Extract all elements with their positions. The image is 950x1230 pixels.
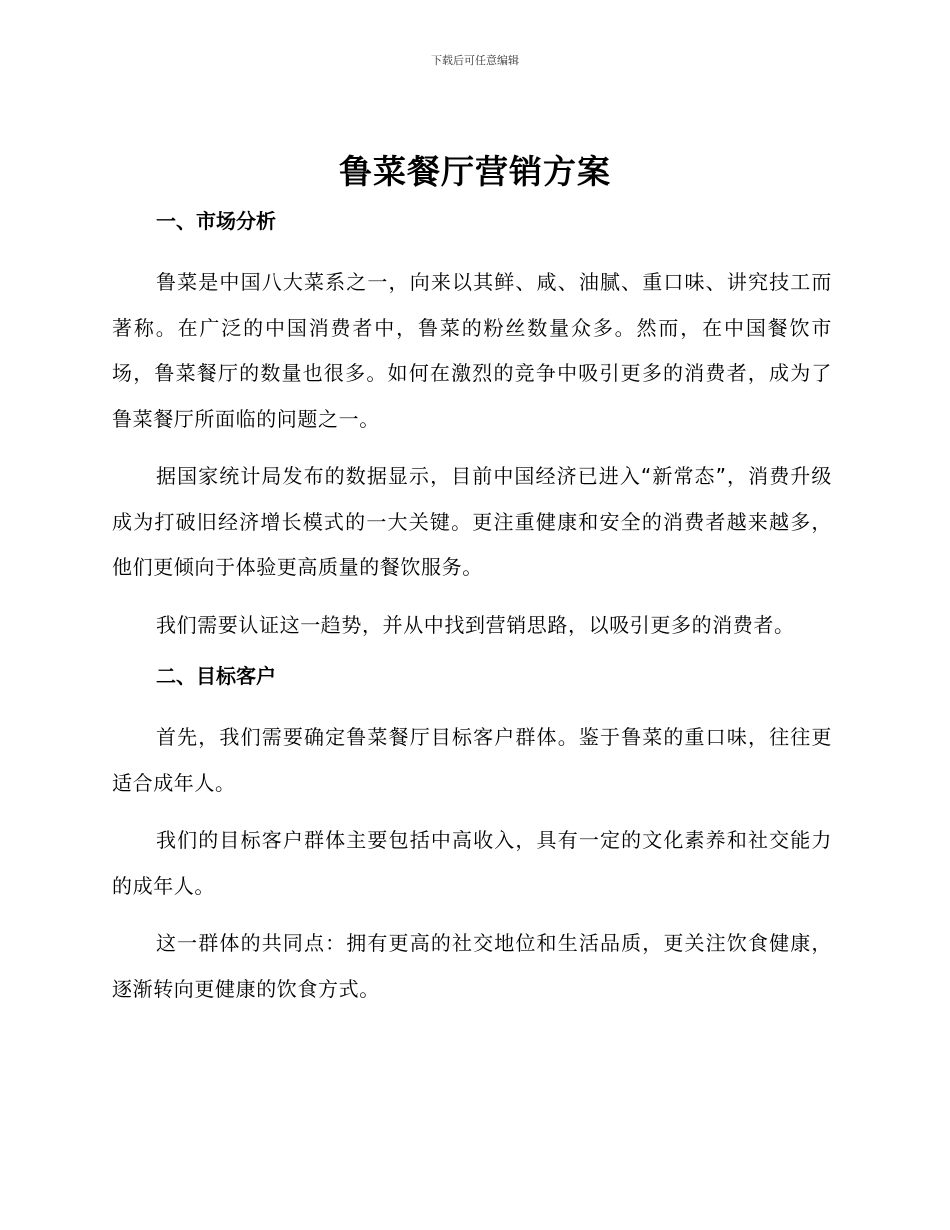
paragraph: 首先，我们需要确定鲁菜餐厅目标客户群体。鉴于鲁菜的重口味，往往更适合成年人。 (112, 725, 832, 795)
paragraph: 据国家统计局发布的数据显示，目前中国经济已进入“新常态”，消费升级成为打破旧经济增长模式的一大关键。更注重健康和安全的消费者越来越多，他们更倾向于体验更高质量的餐饮服务。 (112, 464, 832, 579)
section-heading-market-analysis: 一、市场分析 (156, 209, 276, 233)
document-title: 鲁菜餐厅营销方案 (339, 152, 611, 191)
paragraph: 我们的目标客户群体主要包括中高收入，具有一定的文化素养和社交能力的成年人。 (112, 828, 832, 898)
document-body (112, 203, 832, 1012)
page-header-note: 下载后可任意编辑 (431, 54, 519, 67)
paragraph: 我们需要认证这一趋势，并从中找到营销思路，以吸引更多的消费者。 (156, 612, 795, 637)
paragraph: 鲁菜是中国八大菜系之一，向来以其鲜、咸、油腻、重口味、讲究技工而著称。在广泛的中国消费者中，鲁菜的粉丝数量众多。然而，在中国餐饮市场，鲁菜餐厅的数量也很多。如何在激烈的竞争中吸引更多的消费者，成为了鲁菜餐厅所面临的问题之一。 (112, 270, 832, 431)
section-heading-target-customers: 二、目标客户 (156, 664, 276, 688)
paragraph: 这一群体的共同点：拥有更高的社交地位和生活品质，更关注饮食健康，逐渐转向更健康的饮食方式。 (112, 931, 832, 1001)
